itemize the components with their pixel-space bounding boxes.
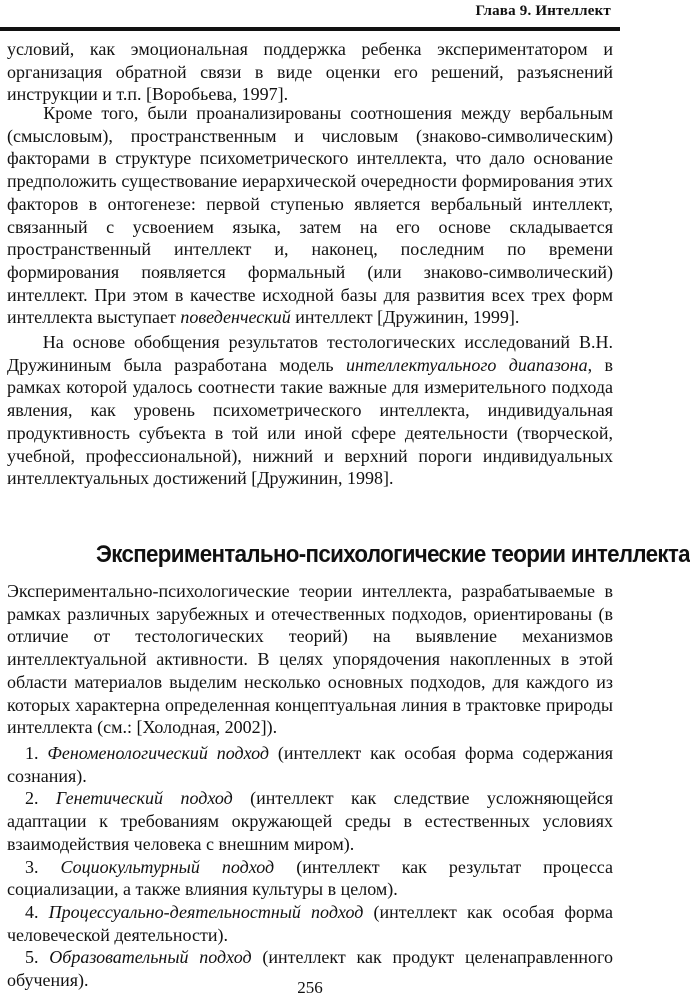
section-title: Экспериментально-психологические теории интеллекта (96, 541, 690, 568)
list-item-number: 5. (25, 947, 39, 968)
running-head: Глава 9. Интеллект (475, 3, 611, 19)
list-item-description: (интеллект как особая форма содержания сознания). (7, 743, 614, 786)
paragraph-2-lead: Кроме того, были проанализированы соотношения между вербальным (смысловым), пространственным и числовым (знаково-символическим) факторами в структуре психометрического интеллекта, что дало основание предположить существование иерархической очередности формирования этих факторов в онтогенезе: первой ступенью является вербальный интеллект, связанный с усвоением языка, затем на его основе складывается пространственный интеллект и, наконец, последним по времени формирования появляется формальный (или знаково-символический) интеллект. При этом в качестве исходной базы для развития всех трех форм интеллекта выступает (7, 103, 613, 328)
list-item-description: (интеллект как следствие усложняющейся адаптации к требованиям окружающей среды в естественных условиях взаимодействия человека с внешним миром). (7, 788, 614, 854)
list-item-number: 4. (25, 901, 39, 922)
paragraph-3-emphasis: интеллектуального диапазона (346, 354, 588, 375)
list-item-number: 2. (25, 788, 39, 809)
paragraph-1: условий, как эмоциональная поддержка ребенка экспериментатором и организация обратной связи в виде оценки его решений, разъяснений инструкции и т.п. [Воробьева, 1997]. (7, 39, 613, 105)
list-item (7, 901, 613, 946)
list-item-name: Феноменологический подход (47, 743, 269, 763)
list-item-description: (интеллект как особая форма человеческой деятельности). (7, 901, 613, 945)
paragraph-2-emphasis: поведенческий (180, 307, 291, 328)
list-item (7, 742, 613, 787)
list-item-name: Генетический подход (55, 788, 233, 809)
list-item-name: Социокультурный подход (60, 856, 275, 877)
list-item-number: 3. (25, 856, 39, 877)
list-item (7, 787, 613, 855)
list-item-description: (интеллект как результат процесса социализации, а также влияния культуры в целом). (7, 856, 614, 900)
paragraph-2 (7, 102, 613, 329)
list-item-description: (интеллект как продукт целенаправленного обучения). (7, 947, 613, 991)
section-intro: Экспериментально-психологические теории интеллекта, разрабатываемые в рамках различных зарубежных и отечественных подходов, ориентированы (в отличие от тестологических теорий) на выявление механизмов интеллектуальной активности. В целях упорядочения накопленных в этой области материалов выделим несколько основных подходов, для каждого из которых характерна определенная концептуальная линия в трактовке природы интеллекта (см.: [Холодная, 2002]). (7, 581, 613, 738)
header-rule (0, 27, 620, 31)
paragraph-3-lead: На основе обобщения результатов тестологических исследований В.Н. Дружининым была разработана модель (7, 332, 613, 375)
list-item-name: Образовательный подход (49, 947, 252, 968)
list-item (7, 856, 613, 901)
list-item-name: Процессуально-деятельностный подход (48, 901, 364, 922)
list-item-number: 1. (25, 743, 39, 763)
approaches-list (7, 742, 613, 992)
paragraph-2-tail: интеллект [Дружинин, 1999]. (290, 307, 520, 328)
page-number: 256 (297, 978, 323, 997)
paragraph-3-tail: , в рамках которой удалось соотнести такие важные для измерительного подхода явления, как уровень психометрического интеллекта, индивидуальная продуктивность субъекта в той или иной сфере деятельности (творческой, учебной, профессиональной), нижний и верхний пороги индивидуальных интеллектуальных достижений [Дружинин, 1998]. (7, 354, 614, 489)
paragraph-3 (7, 331, 613, 490)
